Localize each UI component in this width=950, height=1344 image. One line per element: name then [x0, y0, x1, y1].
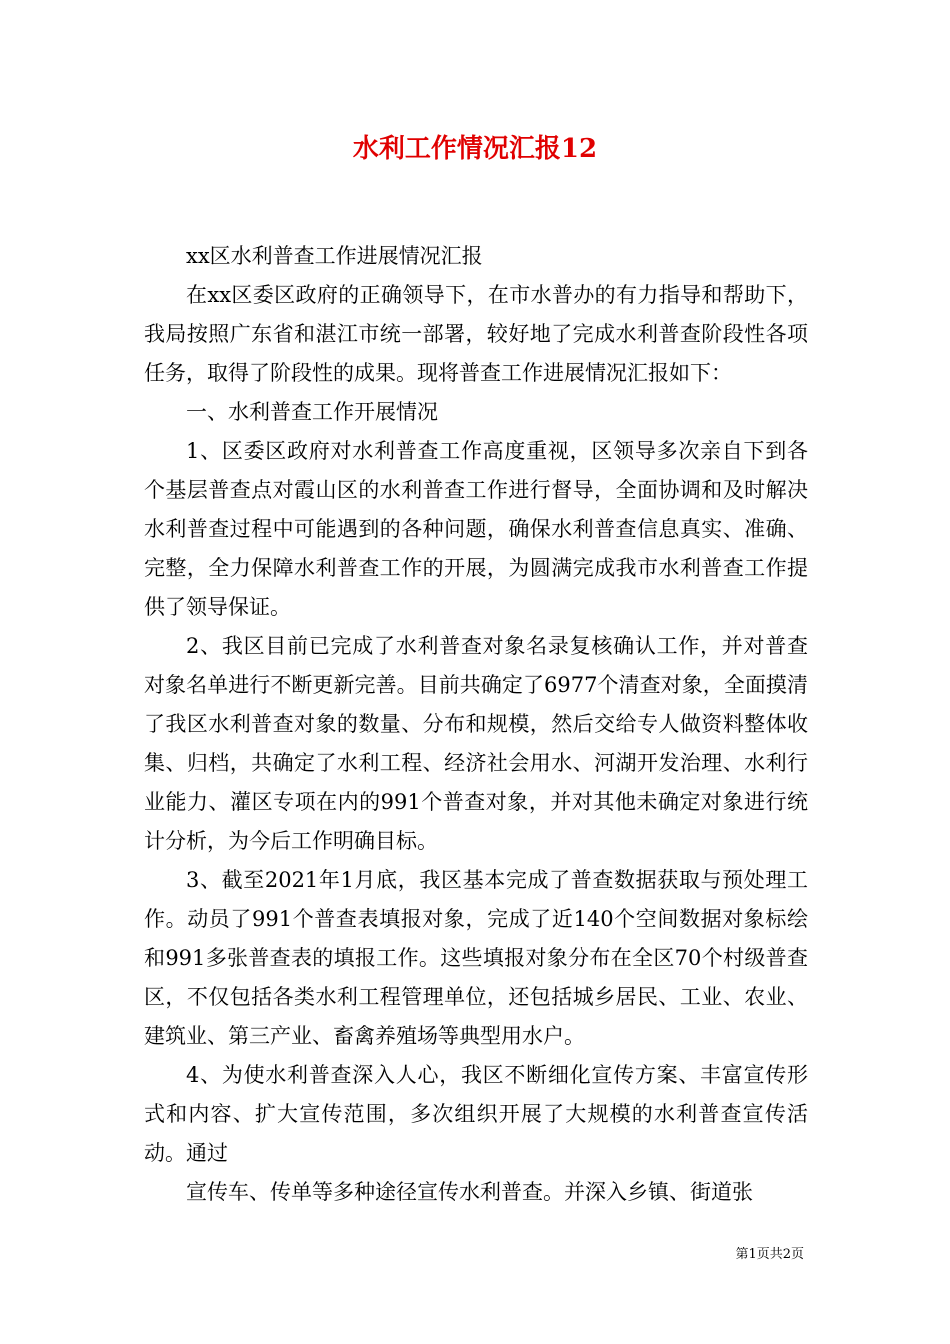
- document-body: [144, 237, 808, 1212]
- paragraph-item-1: 1、区委区政府对水利普查工作高度重视，区领导多次亲自下到各个基层普查点对霞山区的水利普查工作进行督导，全面协调和及时解决水利普查过程中可能遇到的各种问题，确保水利普查信息真实、准确、完整，全力保障水利普查工作的开展，为圆满完成我市水利普查工作提供了领导保证。: [144, 439, 808, 619]
- paragraph-item-2: 2、我区目前已完成了水利普查对象名录复核确认工作，并对普查对象名单进行不断更新完善。目前共确定了6977个清查对象，全面摸清了我区水利普查对象的数量、分布和规模，然后交给专人做资料整体收集、归档，共确定了水利工程、经济社会用水、河湖开发治理、水利行业能力、灌区专项在内的991个普查对象，并对其他未确定对象进行统计分析，为今后工作明确目标。: [144, 634, 808, 853]
- document-title: 水利工作情况汇报12: [352, 134, 598, 164]
- page-number: 第1页共2页: [735, 1247, 804, 1262]
- paragraph-item-3: 3、截至2021年1月底，我区基本完成了普查数据获取与预处理工作。动员了991个普查表填报对象，完成了近140个空间数据对象标绘和991多张普查表的填报工作。这些填报对象分布在全区70个村级普查区，不仅包括各类水利工程管理单位，还包括城乡居民、工业、农业、建筑业、第三产业、畜禽养殖场等典型用水户。: [144, 868, 808, 1048]
- paragraph-continuation: 宣传车、传单等多种途径宣传水利普查。并深入乡镇、街道张: [186, 1180, 753, 1204]
- paragraph-item-4: 4、为使水利普查深入人心，我区不断细化宣传方案、丰富宣传形式和内容、扩大宣传范围，多次组织开展了大规模的水利普查宣传活动。通过: [144, 1063, 808, 1165]
- section-heading: 一、水利普查工作开展情况: [186, 400, 438, 424]
- paragraph-subtitle: xx区水利普查工作进展情况汇报: [186, 244, 483, 268]
- paragraph-intro: 在xx区委区政府的正确领导下，在市水普办的有力指导和帮助下，我局按照广东省和湛江市统一部署，较好地了完成水利普查阶段性各项任务，取得了阶段性的成果。现将普查工作进展情况汇报如下：: [144, 283, 808, 385]
